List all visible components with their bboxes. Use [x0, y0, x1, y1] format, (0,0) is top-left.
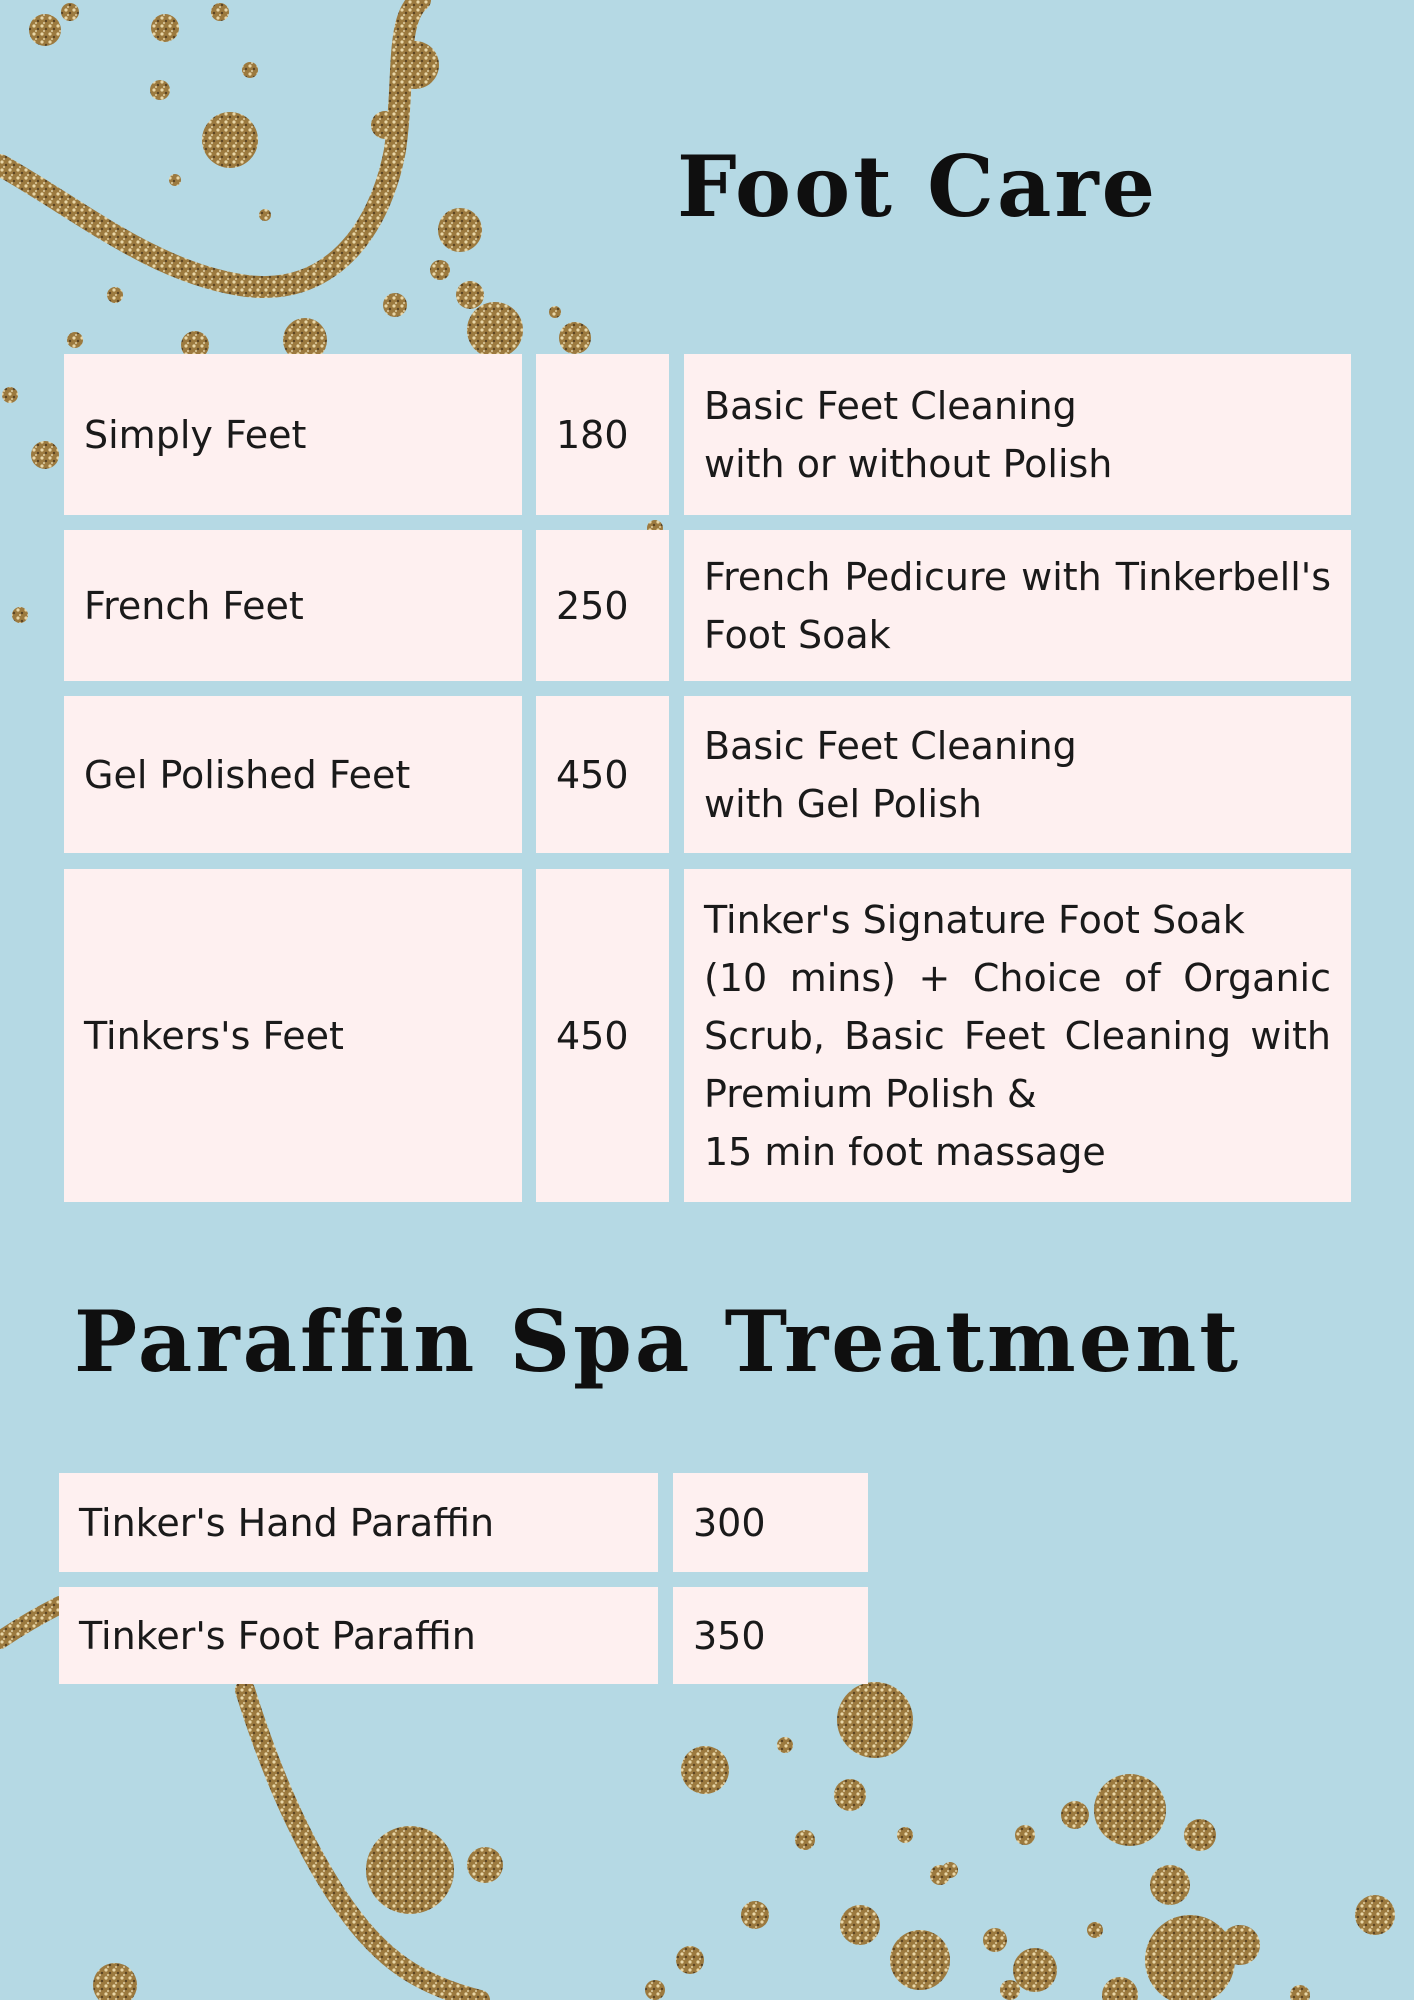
- table-row-name: Simply Feet: [64, 354, 522, 515]
- table-row-price: 450: [536, 869, 669, 1202]
- description-line: Scrub, Basic Feet Cleaning with: [704, 1013, 1331, 1058]
- description-line: with Gel Polish: [704, 781, 982, 826]
- table-row-name: Tinker's Hand Paraffin: [59, 1473, 658, 1572]
- description-line: with or without Polish: [704, 441, 1113, 486]
- table-row-description: [684, 530, 1351, 681]
- description-line: (10 mins) + Choice of Organic: [704, 955, 1331, 1000]
- description-line: Basic Feet Cleaning: [704, 723, 1077, 768]
- table-row-price: 350: [673, 1587, 868, 1684]
- table-row-name: French Feet: [64, 530, 522, 681]
- table-row-description: [684, 696, 1351, 853]
- table-row-name: Gel Polished Feet: [64, 696, 522, 853]
- table-row-name: Tinkers's Feet: [64, 869, 522, 1202]
- description-line: 15 min foot massage: [704, 1129, 1106, 1174]
- description-line: Tinker's Signature Foot Soak: [704, 897, 1245, 942]
- description-line: French Pedicure with Tinkerbell's: [704, 554, 1331, 599]
- table-row-description: [684, 354, 1351, 515]
- table-row-price: 300: [673, 1473, 868, 1572]
- foot-care-title: Foot Care: [677, 137, 1159, 236]
- table-row-price: 450: [536, 696, 669, 853]
- table-row-name: Tinker's Foot Paraffin: [59, 1587, 658, 1684]
- description-line: Basic Feet Cleaning: [704, 383, 1077, 428]
- paraffin-spa-title: Paraffin Spa Treatment: [74, 1292, 1242, 1391]
- table-row-price: 250: [536, 530, 669, 681]
- table-row-description: [684, 869, 1351, 1202]
- description-line: Premium Polish &: [704, 1071, 1037, 1116]
- table-row-price: 180: [536, 354, 669, 515]
- description-line: Foot Soak: [704, 612, 891, 657]
